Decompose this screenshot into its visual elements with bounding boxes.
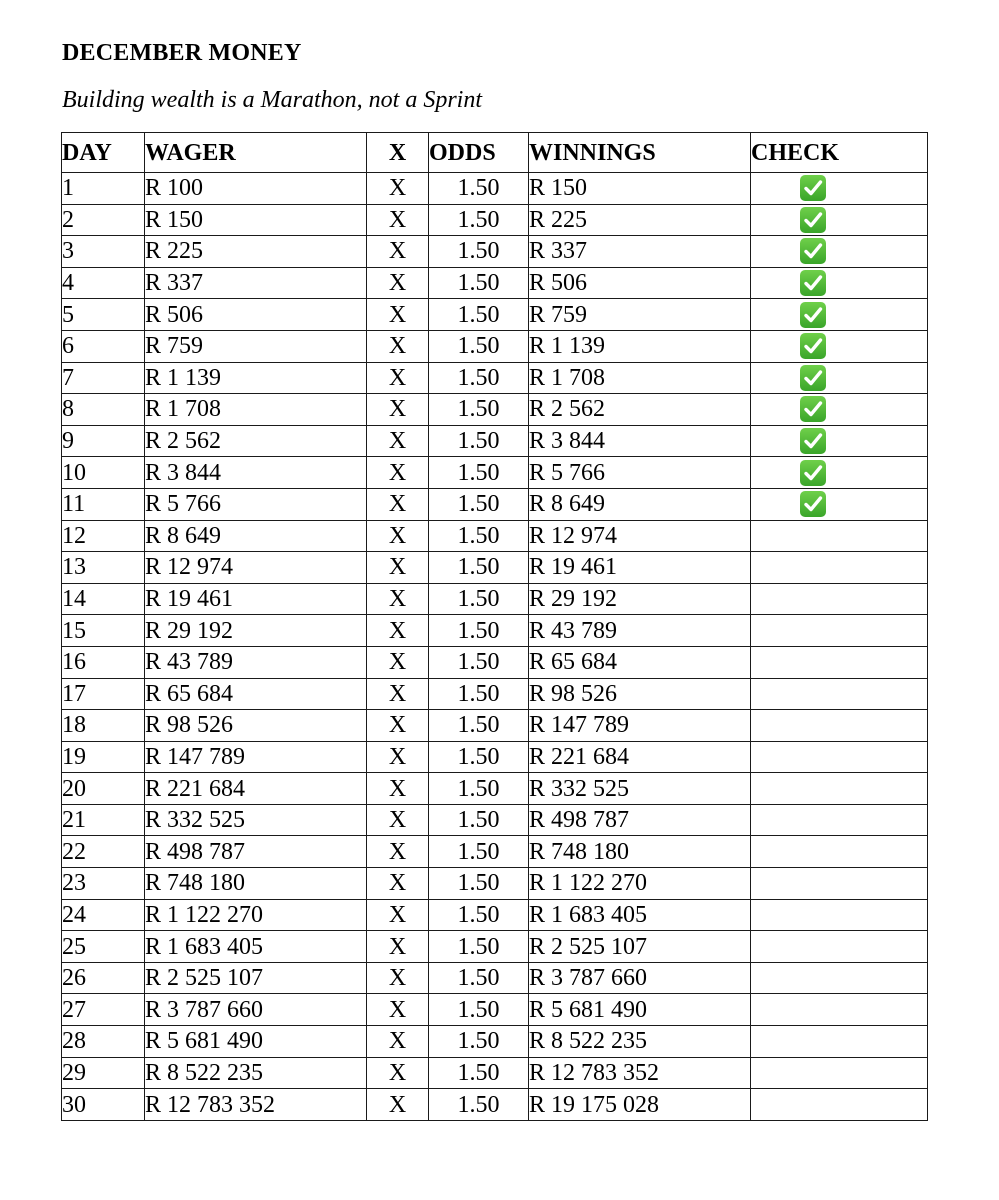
odds-cell: 1.50 [429, 1057, 529, 1089]
check-cell [751, 773, 928, 805]
winnings-cell: R 748 180 [529, 836, 751, 868]
wager-cell: R 12 783 352 [145, 1089, 367, 1121]
odds-cell: 1.50 [429, 425, 529, 457]
table-row [62, 267, 928, 299]
table-row [62, 552, 928, 584]
wager-cell: R 332 525 [145, 804, 367, 836]
winnings-cell: R 759 [529, 299, 751, 331]
winnings-cell: R 150 [529, 173, 751, 205]
day-cell: 2 [62, 204, 145, 236]
table-row [62, 773, 928, 805]
check-mark-button-icon [799, 206, 827, 234]
odds-cell: 1.50 [429, 583, 529, 615]
check-cell [751, 488, 928, 520]
table-row [62, 204, 928, 236]
winnings-cell: R 3 844 [529, 425, 751, 457]
check-mark-button-icon [799, 269, 827, 297]
table-row [62, 488, 928, 520]
day-cell: 11 [62, 488, 145, 520]
winnings-cell: R 1 122 270 [529, 868, 751, 900]
multiply-cell: X [367, 773, 429, 805]
odds-cell: 1.50 [429, 552, 529, 584]
check-cell [751, 868, 928, 900]
multiply-cell: X [367, 1026, 429, 1058]
odds-cell: 1.50 [429, 962, 529, 994]
winnings-cell: R 1 139 [529, 330, 751, 362]
day-cell: 5 [62, 299, 145, 331]
day-cell: 4 [62, 267, 145, 299]
odds-cell: 1.50 [429, 710, 529, 742]
day-cell: 14 [62, 583, 145, 615]
winnings-cell: R 98 526 [529, 678, 751, 710]
multiply-cell: X [367, 236, 429, 268]
winnings-cell: R 12 974 [529, 520, 751, 552]
table-row [62, 330, 928, 362]
day-cell: 25 [62, 931, 145, 963]
odds-cell: 1.50 [429, 520, 529, 552]
day-cell: 30 [62, 1089, 145, 1121]
multiply-cell: X [367, 1057, 429, 1089]
check-cell [751, 1057, 928, 1089]
winnings-cell: R 506 [529, 267, 751, 299]
odds-cell: 1.50 [429, 931, 529, 963]
day-cell: 3 [62, 236, 145, 268]
wager-cell: R 100 [145, 173, 367, 205]
multiply-cell: X [367, 457, 429, 489]
check-cell [751, 1026, 928, 1058]
day-cell: 8 [62, 394, 145, 426]
wager-cell: R 150 [145, 204, 367, 236]
table-row [62, 583, 928, 615]
day-cell: 10 [62, 457, 145, 489]
check-cell [751, 899, 928, 931]
odds-cell: 1.50 [429, 741, 529, 773]
winnings-cell: R 29 192 [529, 583, 751, 615]
header-check: CHECK [751, 133, 928, 173]
multiply-cell: X [367, 204, 429, 236]
check-cell [751, 552, 928, 584]
winnings-cell: R 2 525 107 [529, 931, 751, 963]
multiply-cell: X [367, 394, 429, 426]
wager-cell: R 29 192 [145, 615, 367, 647]
wager-cell: R 3 844 [145, 457, 367, 489]
multiply-cell: X [367, 173, 429, 205]
day-cell: 6 [62, 330, 145, 362]
day-cell: 15 [62, 615, 145, 647]
winnings-cell: R 1 683 405 [529, 899, 751, 931]
day-cell: 13 [62, 552, 145, 584]
multiply-cell: X [367, 615, 429, 647]
check-mark-button-icon [799, 427, 827, 455]
winnings-cell: R 43 789 [529, 615, 751, 647]
table-row [62, 299, 928, 331]
check-cell [751, 931, 928, 963]
header-winnings: WINNINGS [529, 133, 751, 173]
multiply-cell: X [367, 646, 429, 678]
day-cell: 7 [62, 362, 145, 394]
odds-cell: 1.50 [429, 994, 529, 1026]
wager-cell: R 2 562 [145, 425, 367, 457]
multiply-cell: X [367, 678, 429, 710]
check-mark-button-icon [799, 174, 827, 202]
odds-cell: 1.50 [429, 646, 529, 678]
odds-cell: 1.50 [429, 804, 529, 836]
multiply-cell: X [367, 299, 429, 331]
table-row [62, 425, 928, 457]
winnings-cell: R 5 766 [529, 457, 751, 489]
wager-cell: R 8 649 [145, 520, 367, 552]
winnings-cell: R 337 [529, 236, 751, 268]
table-row [62, 1026, 928, 1058]
multiply-cell: X [367, 1089, 429, 1121]
check-cell [751, 710, 928, 742]
wager-table [61, 132, 928, 1121]
day-cell: 12 [62, 520, 145, 552]
check-mark-button-icon [799, 490, 827, 518]
wager-cell: R 225 [145, 236, 367, 268]
winnings-cell: R 225 [529, 204, 751, 236]
multiply-cell: X [367, 362, 429, 394]
table-row [62, 173, 928, 205]
table-row [62, 1057, 928, 1089]
odds-cell: 1.50 [429, 1089, 529, 1121]
day-cell: 23 [62, 868, 145, 900]
odds-cell: 1.50 [429, 267, 529, 299]
wager-cell: R 65 684 [145, 678, 367, 710]
table-row [62, 362, 928, 394]
wager-cell: R 1 139 [145, 362, 367, 394]
check-cell [751, 994, 928, 1026]
day-cell: 26 [62, 962, 145, 994]
check-cell [751, 962, 928, 994]
odds-cell: 1.50 [429, 204, 529, 236]
check-mark-button-icon [799, 332, 827, 360]
table-row [62, 994, 928, 1026]
wager-cell: R 98 526 [145, 710, 367, 742]
check-mark-button-icon [799, 459, 827, 487]
check-mark-button-icon [799, 237, 827, 265]
wager-cell: R 5 681 490 [145, 1026, 367, 1058]
odds-cell: 1.50 [429, 330, 529, 362]
winnings-cell: R 19 175 028 [529, 1089, 751, 1121]
odds-cell: 1.50 [429, 678, 529, 710]
check-cell [751, 741, 928, 773]
wager-cell: R 147 789 [145, 741, 367, 773]
wager-cell: R 759 [145, 330, 367, 362]
table-row [62, 1089, 928, 1121]
day-cell: 22 [62, 836, 145, 868]
multiply-cell: X [367, 868, 429, 900]
odds-cell: 1.50 [429, 488, 529, 520]
table-row [62, 836, 928, 868]
day-cell: 18 [62, 710, 145, 742]
check-cell [751, 804, 928, 836]
multiply-cell: X [367, 488, 429, 520]
day-cell: 29 [62, 1057, 145, 1089]
wager-cell: R 221 684 [145, 773, 367, 805]
odds-cell: 1.50 [429, 362, 529, 394]
multiply-cell: X [367, 552, 429, 584]
header-wager: WAGER [145, 133, 367, 173]
check-cell [751, 173, 928, 205]
odds-cell: 1.50 [429, 836, 529, 868]
multiply-cell: X [367, 994, 429, 1026]
check-cell [751, 299, 928, 331]
odds-cell: 1.50 [429, 173, 529, 205]
table-row [62, 457, 928, 489]
day-cell: 16 [62, 646, 145, 678]
wager-cell: R 506 [145, 299, 367, 331]
day-cell: 27 [62, 994, 145, 1026]
header-x: X [367, 133, 429, 173]
table-body [62, 173, 928, 1121]
check-cell [751, 394, 928, 426]
day-cell: 17 [62, 678, 145, 710]
odds-cell: 1.50 [429, 457, 529, 489]
multiply-cell: X [367, 836, 429, 868]
table-row [62, 520, 928, 552]
check-cell [751, 1089, 928, 1121]
winnings-cell: R 2 562 [529, 394, 751, 426]
winnings-cell: R 5 681 490 [529, 994, 751, 1026]
wager-cell: R 1 708 [145, 394, 367, 426]
winnings-cell: R 65 684 [529, 646, 751, 678]
wager-cell: R 43 789 [145, 646, 367, 678]
winnings-cell: R 332 525 [529, 773, 751, 805]
check-mark-button-icon [799, 301, 827, 329]
check-cell [751, 330, 928, 362]
table-row [62, 236, 928, 268]
winnings-cell: R 1 708 [529, 362, 751, 394]
multiply-cell: X [367, 267, 429, 299]
winnings-cell: R 498 787 [529, 804, 751, 836]
page-title: DECEMBER MONEY [62, 40, 302, 66]
header-day: DAY [62, 133, 145, 173]
check-cell [751, 615, 928, 647]
check-mark-button-icon [799, 364, 827, 392]
check-cell [751, 583, 928, 615]
odds-cell: 1.50 [429, 394, 529, 426]
multiply-cell: X [367, 583, 429, 615]
winnings-cell: R 8 649 [529, 488, 751, 520]
multiply-cell: X [367, 899, 429, 931]
table-row [62, 804, 928, 836]
odds-cell: 1.50 [429, 615, 529, 647]
winnings-cell: R 19 461 [529, 552, 751, 584]
table-row [62, 962, 928, 994]
day-cell: 9 [62, 425, 145, 457]
multiply-cell: X [367, 520, 429, 552]
check-cell [751, 204, 928, 236]
header-odds: ODDS [429, 133, 529, 173]
wager-cell: R 1 122 270 [145, 899, 367, 931]
wager-cell: R 2 525 107 [145, 962, 367, 994]
table-row [62, 710, 928, 742]
wager-cell: R 498 787 [145, 836, 367, 868]
winnings-cell: R 221 684 [529, 741, 751, 773]
check-cell [751, 425, 928, 457]
check-cell [751, 646, 928, 678]
day-cell: 20 [62, 773, 145, 805]
table-row [62, 931, 928, 963]
check-mark-button-icon [799, 395, 827, 423]
wager-cell: R 5 766 [145, 488, 367, 520]
table-row [62, 741, 928, 773]
multiply-cell: X [367, 330, 429, 362]
odds-cell: 1.50 [429, 868, 529, 900]
multiply-cell: X [367, 741, 429, 773]
multiply-cell: X [367, 710, 429, 742]
winnings-cell: R 3 787 660 [529, 962, 751, 994]
odds-cell: 1.50 [429, 1026, 529, 1058]
check-cell [751, 836, 928, 868]
check-cell [751, 520, 928, 552]
table-row [62, 899, 928, 931]
day-cell: 24 [62, 899, 145, 931]
wager-cell: R 337 [145, 267, 367, 299]
winnings-cell: R 8 522 235 [529, 1026, 751, 1058]
check-cell [751, 678, 928, 710]
header-row [62, 133, 928, 173]
wager-cell: R 12 974 [145, 552, 367, 584]
day-cell: 21 [62, 804, 145, 836]
multiply-cell: X [367, 931, 429, 963]
day-cell: 1 [62, 173, 145, 205]
wager-cell: R 1 683 405 [145, 931, 367, 963]
check-cell [751, 457, 928, 489]
page-subtitle: Building wealth is a Marathon, not a Sprint [62, 87, 483, 113]
multiply-cell: X [367, 962, 429, 994]
table-row [62, 678, 928, 710]
table-row [62, 394, 928, 426]
odds-cell: 1.50 [429, 236, 529, 268]
odds-cell: 1.50 [429, 773, 529, 805]
wager-cell: R 748 180 [145, 868, 367, 900]
table-row [62, 615, 928, 647]
wager-cell: R 19 461 [145, 583, 367, 615]
table-row [62, 646, 928, 678]
day-cell: 19 [62, 741, 145, 773]
table-row [62, 868, 928, 900]
wager-cell: R 3 787 660 [145, 994, 367, 1026]
odds-cell: 1.50 [429, 299, 529, 331]
day-cell: 28 [62, 1026, 145, 1058]
winnings-cell: R 147 789 [529, 710, 751, 742]
wager-cell: R 8 522 235 [145, 1057, 367, 1089]
check-cell [751, 236, 928, 268]
table-header [62, 133, 928, 173]
multiply-cell: X [367, 425, 429, 457]
check-cell [751, 267, 928, 299]
multiply-cell: X [367, 804, 429, 836]
check-cell [751, 362, 928, 394]
odds-cell: 1.50 [429, 899, 529, 931]
winnings-cell: R 12 783 352 [529, 1057, 751, 1089]
